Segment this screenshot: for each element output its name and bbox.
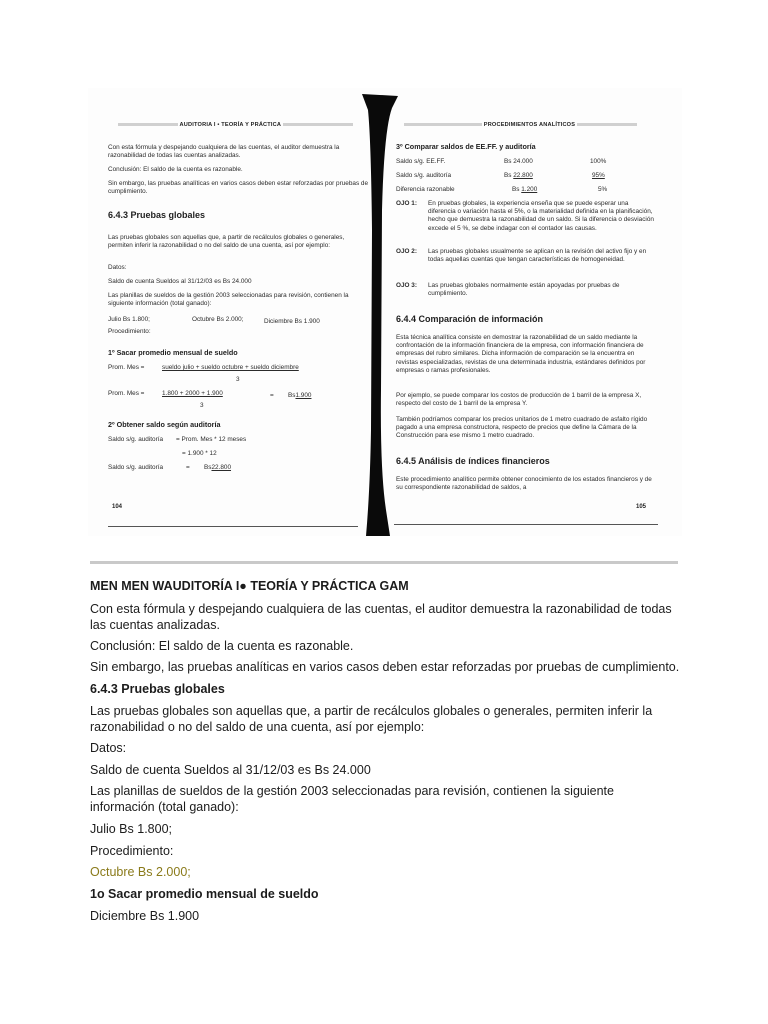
left-conclusion: Conclusión: El saldo de la cuenta es razonable. [108, 166, 243, 173]
ojo2-label: OJO 2: [396, 248, 417, 255]
text-p3: Sin embargo, las pruebas analíticas en varios casos deben estar reforzadas por pruebas de cumplimiento. [90, 660, 680, 674]
text-p6: Saldo de cuenta Sueldos al 31/12/03 es Bs 24.000 [90, 763, 371, 777]
scan-smudge [283, 123, 353, 126]
ojo3-label: OJO 3: [396, 282, 417, 289]
left-step2: 2º Obtener saldo según auditoría [108, 420, 221, 429]
right-heading-645: 6.4.5 Análisis de índices financieros [396, 456, 550, 466]
text-p1: Con esta fórmula y despejando cualquiera de las cuentas, el auditor demuestra la razonabilidad de todas las cuentas analizadas. [90, 602, 672, 632]
prom2-eq: = [270, 392, 274, 399]
left-julio: Julio Bs 1.800; [108, 316, 150, 323]
right-running-head [404, 122, 637, 128]
left-heading-643: 6.4.3 Pruebas globales [108, 210, 206, 220]
row2-pct: 95% [592, 172, 605, 179]
left-intro: Con esta fórmula y despejando cualquiera de las cuentas, el auditor demuestra la razonabilidad de todas las cuentas analizadas. [108, 144, 340, 160]
prom2-den: 3 [200, 402, 204, 409]
scan-smudge [404, 123, 482, 126]
saldo1-rhs: = Prom. Mes * 12 meses [176, 436, 247, 443]
ojo3-text: Las pruebas globales normalmente están apoyadas por pruebas de cumplimiento. [428, 282, 620, 298]
left-definition: Las pruebas globales son aquellas que, a partir de recálculos globales o generales, permiten inferir la razonabilidad o no del saldo de una cuenta, así por ejemplo: [108, 234, 345, 250]
right-page-number: 105 [636, 504, 647, 510]
text-p4: Las pruebas globales son aquellas que, a partir de recálculos globales o generales, permiten inferir la razonabilidad o no del saldo de una cuenta, así por ejemplo: [90, 704, 653, 734]
text-p10: Octubre Bs 2.000; [90, 865, 191, 879]
saldo3-eq: = [186, 464, 190, 471]
prom2-lhs: Prom. Mes = [108, 390, 145, 397]
right-p1: Esta técnica analítica consiste en demostrar la razonabilidad de un saldo mediante la confrontación de la información financiera de la empresa, con información financiera de empresas del rubro similares. Dicha información de comparación se la encuentra en revistas especializadas, revistas de una determinada industria, estándares definidos por empresas o ramas profesionales. [396, 334, 646, 374]
ojo2-text: Las pruebas globales usualmente se aplican en la revisión del activo fijo y en todas aquellas cuentas que tengan características de homogeneidad. [428, 248, 647, 264]
left-diciembre: Diciembre Bs 1.900 [264, 318, 320, 325]
right-p3: También podríamos comparar los precios unitarios de 1 metro cuadrado de asfalto rígido pagado a una empresa constructora, respecto de precios que define la Cámara de la Construcción para ese mismo 1 metro cuadrado. [396, 416, 648, 440]
text-heading-step1: 1o Sacar promedio mensual de sueldo [90, 887, 319, 901]
right-heading-644: 6.4.4 Comparación de información [396, 314, 544, 324]
left-page [108, 88, 370, 536]
section-divider [90, 561, 678, 564]
prom1-lhs: Prom. Mes = [108, 364, 145, 371]
left-step1: 1º Sacar promedio mensual de sueldo [108, 348, 238, 357]
row2-value: Bs 22.800 [504, 172, 533, 179]
left-saldo: Saldo de cuenta Sueldos al 31/12/03 es Bs 24.000 [108, 278, 252, 285]
left-octubre: Octubre Bs 2.000; [192, 316, 244, 323]
ojo1-text: En pruebas globales, la experiencia enseña que se puede esperar una diferencia o variación hasta el 5%, o la materialidad definida en la planificación, hecho que demuestra la razonabilidad de un saldo. Si la diferencia o desviación excede el 5 %, se debe indagar con el contador las causas. [428, 200, 654, 232]
right-page-edge [394, 524, 658, 525]
saldo3-result: Bs22.800 [204, 464, 232, 471]
row3-label: Diferencia razonable [396, 186, 455, 193]
text-title: MEN MEN WAUDITORÍA I● TEORÍA Y PRÁCTICA GAM [90, 579, 409, 593]
row1-label: Saldo s/g. EE.FF. [396, 158, 446, 165]
left-datos: Datos: [108, 264, 127, 271]
text-p9: Procedimiento: [90, 844, 174, 858]
running-head-text: PROCEDIMIENTOS ANALÍTICOS [483, 122, 576, 128]
text-p8: Julio Bs 1.800; [90, 822, 172, 836]
right-p2: Por ejemplo, se puede comparar los costos de producción de 1 barril de la empresa X, respecto del costo de 1 barril de la empresa Y. [396, 392, 642, 408]
right-step3: 3º Comparar saldos de EE.FF. y auditoría [396, 142, 536, 151]
left-however: Sin embargo, las pruebas analíticas en varios casos deben estar reforzadas por pruebas de cumplimiento. [108, 180, 369, 196]
prom2-rhs: 1.800 + 2000 + 1.900 [162, 390, 223, 397]
prom1-den: 3 [236, 376, 240, 383]
saldo2-rhs: = 1.900 * 12 [182, 450, 217, 457]
left-procedimiento: Procedimiento: [108, 328, 151, 335]
saldo3-lhs: Saldo s/g. auditoría [108, 464, 164, 471]
saldo1-lhs: Saldo s/g. auditoría [108, 436, 164, 443]
right-page [394, 88, 660, 536]
row3-value: Bs 1.200 [512, 186, 538, 193]
left-planillas: Las planillas de sueldos de la gestión 2003 seleccionadas para revisión, contienen la siguiente información (total ganado): [108, 292, 349, 308]
scan-smudge [118, 123, 178, 126]
scan-smudge [577, 123, 637, 126]
text-p5: Datos: [90, 741, 127, 755]
text-p11: Diciembre Bs 1.900 [90, 909, 200, 923]
row3-pct: 5% [598, 186, 608, 193]
row1-value: Bs 24.000 [504, 158, 533, 165]
left-page-edge [108, 526, 358, 527]
prom2-result: Bs1.900 [288, 392, 312, 399]
text-p7: Las planillas de sueldos de la gestión 2003 seleccionadas para revisión, contienen la siguiente información (total ganado): [90, 784, 614, 814]
row1-pct: 100% [590, 158, 607, 165]
running-head-text: AUDITORIA I • TEORÍA Y PRÁCTICA [179, 122, 281, 128]
left-page-number: 104 [112, 504, 123, 510]
left-running-head [118, 122, 353, 128]
prom1-rhs: sueldo julio + sueldo octubre + sueldo diciembre [162, 364, 299, 371]
scanned-book-spread [88, 88, 682, 536]
text-heading-pruebas-globales: 6.4.3 Pruebas globales [90, 682, 225, 696]
row2-label: Saldo s/g. auditoría [396, 172, 452, 179]
ojo1-label: OJO 1: [396, 200, 417, 207]
text-p2: Conclusión: El saldo de la cuenta es razonable. [90, 639, 354, 653]
right-p4: Este procedimiento analítico permite obtener conocimiento de los estados financieros y de su correspondiente razonabilidad de saldos, a [396, 476, 652, 492]
